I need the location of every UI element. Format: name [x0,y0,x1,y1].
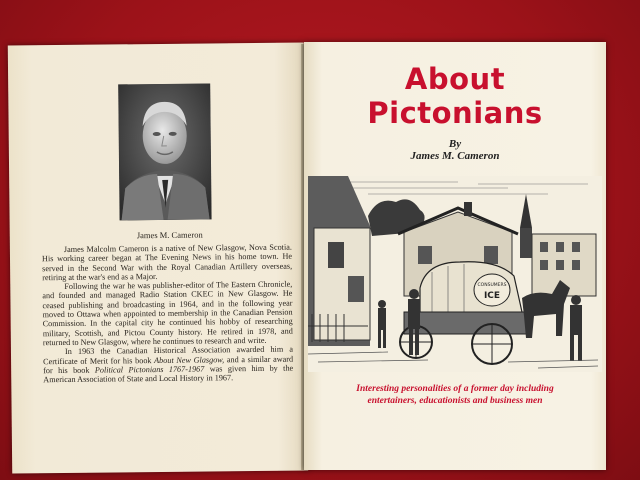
portrait-caption: James M. Cameron [136,229,203,241]
by-label: By [448,138,462,150]
bio-paragraph-3 [43,345,293,385]
title-line-2: Pictonians [367,96,543,130]
title-line-1: About [404,62,506,96]
book-title-political-pictonians: Political Pictonians 1767-1967 [94,364,205,375]
wagon-sign-line-2: ICE [483,291,501,301]
bio-paragraph-2: Following the war he was publisher-editor of The Eastern Chronicle, and founded and managed Radio Station CKEC in New Glasgow. He ceased publishing and broadcasting in 1964, and in the following year moved to Ottawa when appointed to membership in the Canadian Pension Commission. In the capital city he continued his hobby of researching military, Scottish, and Pictou County history. He retired in 1978, and returned to New Glasgow, where he continues to research and write. [42,279,293,348]
cover-tagline: Interesting personalities of a former day including entertainers, educationists and business men [356,384,554,406]
book-title-about-new-glasgow: About New Glasgow, [154,354,225,365]
wagon-sign-line-1: CONSUMERS [477,283,507,288]
bio-p3-text-b: and a similar award for his book [43,354,294,376]
author-biography [42,243,293,385]
author-portrait [118,83,211,220]
bio-paragraph-1: James Malcolm Cameron is a native of New Glasgow, Nova Scotia. His working career began at The Evening News in his home town. He served in the Second War with the Royal Canadian Artillery overseas, retiring at the war's end as a Major. [41,242,293,283]
author-name: James M. Cameron [410,150,500,162]
left-page [8,42,308,473]
bio-p3-text-c: was given him by the American Association of State and Local History in 1967. [43,363,294,385]
bio-p3-text-a: In 1963 the Canadian Historical Association awarded him a Certificate of Merit for his book [43,344,294,366]
right-page-cover [304,42,606,470]
street-scene-illustration [308,176,602,372]
